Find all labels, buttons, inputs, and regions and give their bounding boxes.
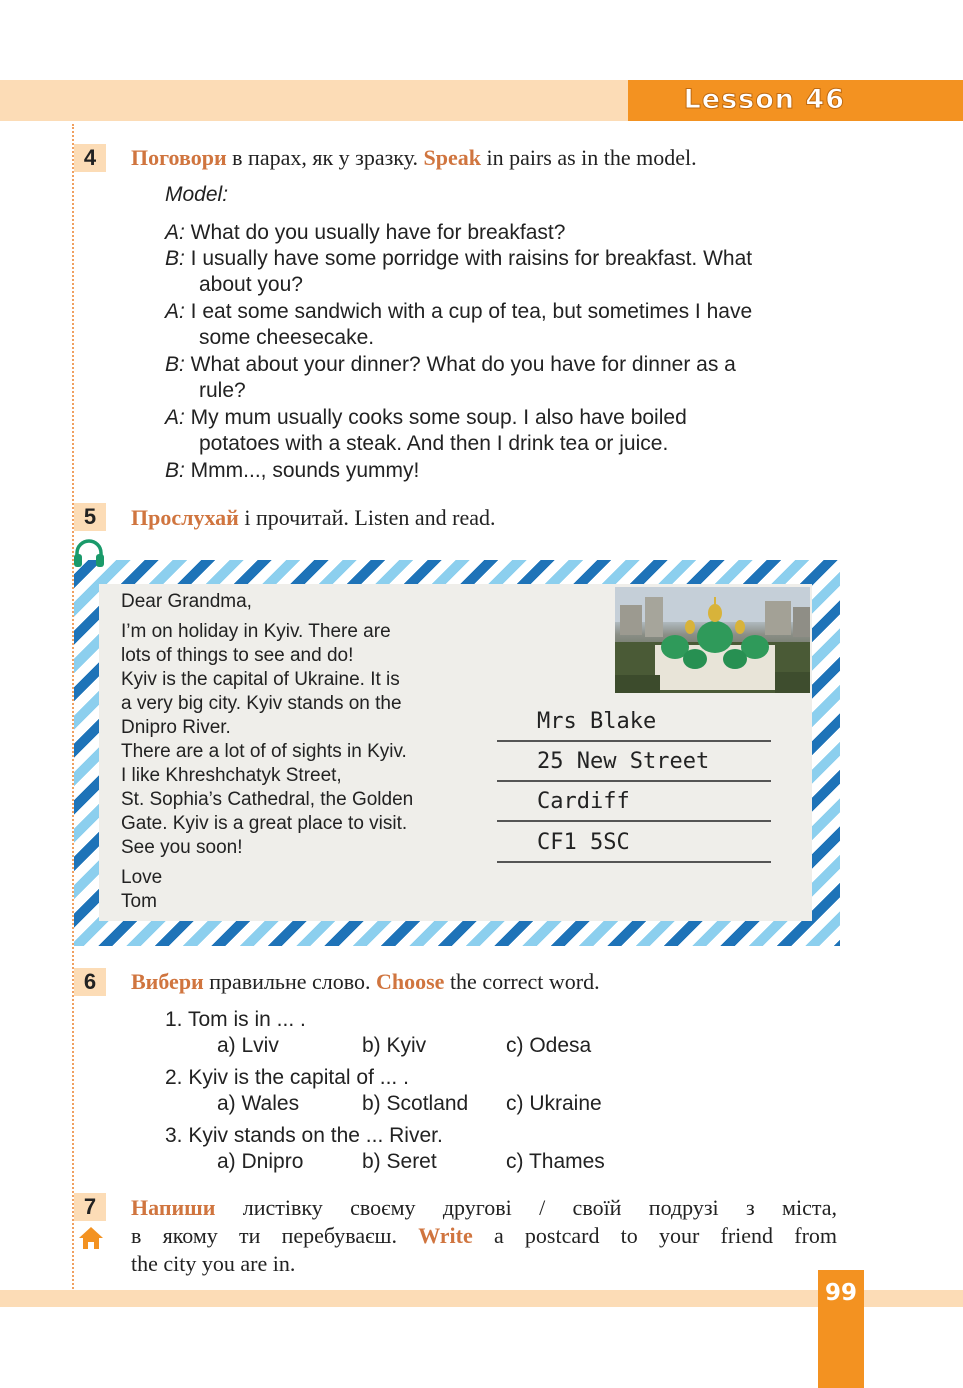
exercise-7-line-2	[131, 1223, 837, 1249]
dialogue-line	[165, 352, 842, 405]
letter-line: I like Khreshchatyk Street,	[121, 765, 342, 786]
speaker: B:	[165, 353, 185, 376]
exercise-4-number: 4	[74, 144, 106, 172]
verb-ua: Вибери	[131, 969, 204, 994]
letter-line: There are a lot of of sights in Kyiv.	[121, 741, 407, 762]
verb-en: Choose	[375, 969, 445, 994]
page-number: 99	[824, 1280, 857, 1306]
address-line: 25 New Street	[497, 745, 771, 782]
option-c: c) Ukraine	[506, 1092, 602, 1115]
instruction-text: листівку своєму другові / своїй подрузі з міста,	[215, 1195, 837, 1220]
option-a: a) Wales	[217, 1092, 300, 1115]
instruction-en: in pairs as in the model.	[480, 145, 697, 170]
option-c: c) Odesa	[506, 1034, 592, 1057]
letter-line: Kyiv is the capital of Ukraine. It is	[121, 669, 400, 690]
speaker: B:	[165, 247, 185, 270]
dialogue-text: What about your dinner? What do you have for dinner as a	[184, 353, 736, 376]
verb-ua: Поговори	[131, 145, 227, 170]
dialogue-text: What do you usually have for breakfast?	[184, 221, 566, 244]
model-label: Model:	[165, 183, 229, 206]
option-b: b) Seret	[362, 1150, 437, 1173]
address-line: Mrs Blake	[497, 705, 771, 742]
instruction-ua: в парах, як у зразку.	[226, 145, 424, 170]
dialogue-line	[165, 246, 842, 299]
dialogue-text-cont: rule?	[199, 379, 246, 403]
speaker: B:	[165, 459, 185, 482]
letter-closing: Love	[121, 867, 163, 888]
exercise-4-instruction	[131, 145, 697, 171]
option-b: b) Kyiv	[362, 1034, 427, 1057]
letter-signature: Tom	[121, 891, 157, 912]
dialogue-text-cont: potatoes with a steak. And then I drink tea or juice.	[199, 432, 669, 456]
option-b: b) Scotland	[362, 1092, 469, 1115]
lesson-title: Lesson 46	[683, 84, 845, 115]
speaker: A:	[165, 406, 185, 429]
exercise-6-number: 6	[74, 968, 106, 996]
letter-line: I’m on holiday in Kyiv. There are	[121, 621, 391, 642]
dialogue-text: My mum usually cooks some soup. I also have boiled	[184, 406, 687, 429]
dialogue-text-cont: about you?	[199, 273, 303, 297]
exercise-5-number: 5	[74, 503, 106, 531]
letter-line: a very big city. Kyiv stands on the	[121, 693, 402, 714]
instruction-en: the correct word.	[444, 969, 600, 994]
question: 1. Tom is in ... .	[165, 1008, 306, 1031]
letter-line: Gate. Kyiv is a great place to visit.	[121, 813, 408, 834]
dialogue-line	[165, 220, 842, 246]
dialogue-line	[165, 405, 842, 458]
address-line: CF1 5SC	[497, 826, 771, 863]
verb-ua: Напиши	[131, 1195, 216, 1220]
address-line: Cardiff	[497, 785, 771, 822]
dialogue-text: Mmm..., sounds yummy!	[184, 459, 420, 482]
instruction-text: a postcard to your friend from	[472, 1223, 838, 1248]
speaker: A:	[165, 221, 185, 244]
speaker: A:	[165, 300, 185, 323]
option-c: c) Thames	[506, 1150, 605, 1173]
option-a: a) Lviv	[217, 1034, 279, 1057]
exercise-6-instruction	[131, 969, 600, 995]
verb-en: Speak	[423, 145, 481, 170]
exercise-5-instruction	[131, 505, 496, 531]
home-icon	[77, 1225, 105, 1251]
question: 2. Kyiv is the capital of ... .	[165, 1066, 409, 1089]
exercise-7-line-3: the city you are in.	[131, 1251, 296, 1276]
dialogue-line	[165, 299, 842, 352]
letter-line: Dnipro River.	[121, 717, 231, 738]
letter-line: lots of things to see and do!	[121, 645, 354, 666]
letter-greeting: Dear Grandma,	[121, 591, 252, 612]
exercise-7-number: 7	[74, 1193, 106, 1221]
option-a: a) Dnipro	[217, 1150, 304, 1173]
dialogue-text: I usually have some porridge with raisins for breakfast. What	[184, 247, 753, 270]
instruction-ua: правильне слово.	[203, 969, 376, 994]
exercise-7-line-1	[131, 1195, 837, 1221]
verb-ua: Прослухай	[131, 505, 239, 530]
dialogue-line	[165, 458, 842, 484]
letter-line: St. Sophia’s Cathedral, the Golden	[121, 789, 414, 810]
letter-line: See you soon!	[121, 837, 243, 858]
cathedral-photo	[615, 587, 810, 693]
verb-en: Write	[418, 1223, 473, 1248]
headphones-icon	[72, 537, 106, 571]
question: 3. Kyiv stands on the ... River.	[165, 1124, 443, 1147]
dialogue-text: I eat some sandwich with a cup of tea, but sometimes I have	[184, 300, 753, 323]
instruction-text: в якому ти перебуваєш.	[131, 1223, 419, 1248]
dialogue-text-cont: some cheesecake.	[199, 326, 375, 350]
instruction-text: і прочитай. Listen and read.	[238, 505, 496, 530]
